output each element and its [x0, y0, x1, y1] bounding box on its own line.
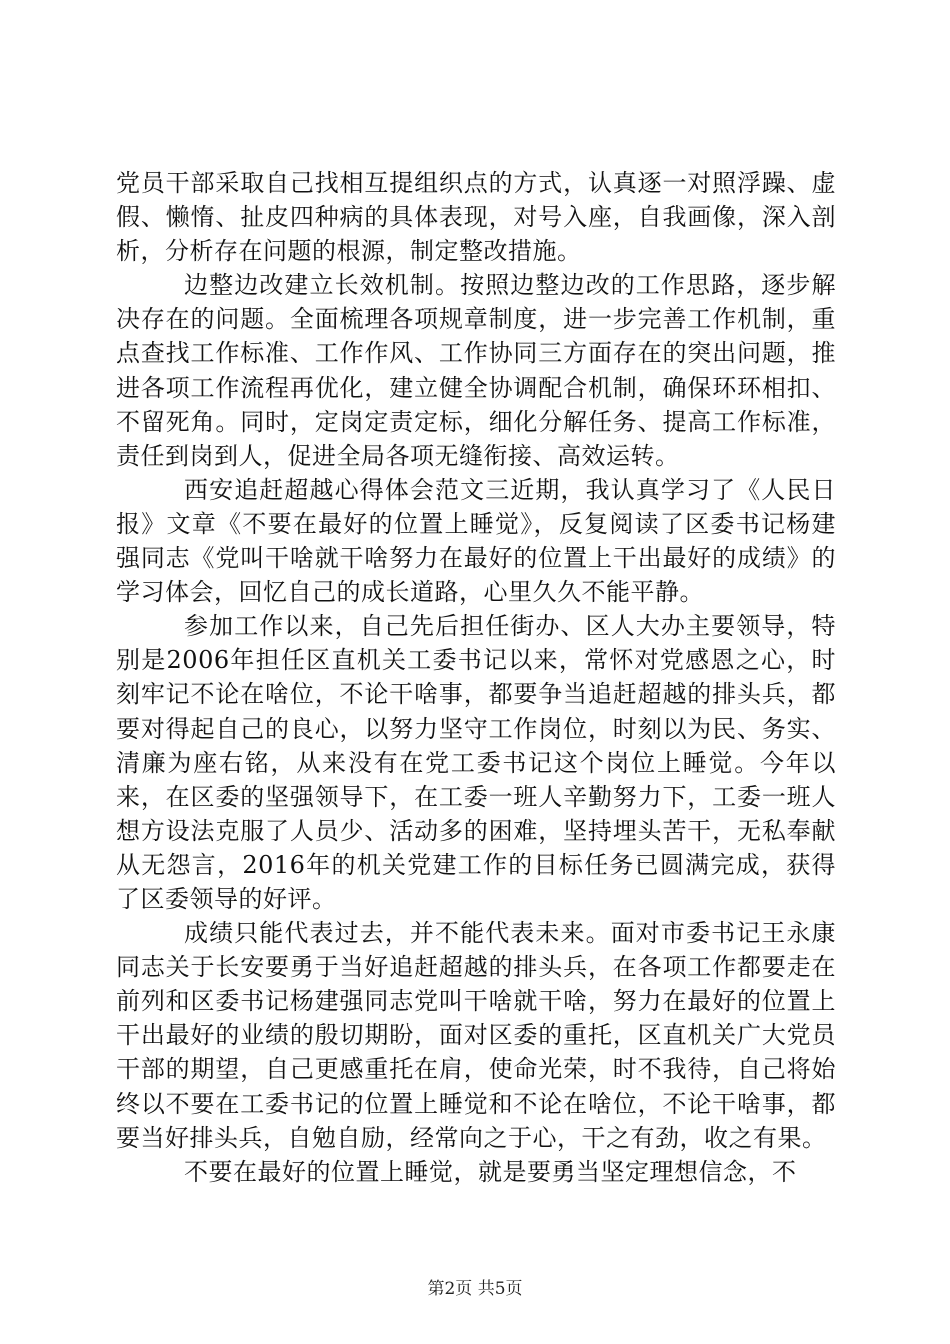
paragraph: 参加工作以来，自己先后担任街办、区人大办主要领导，特别是2006年担任区直机关工委书记以来，常怀对党感恩之心，时刻牢记不论在啥位，不论干啥事，都要争当追赶超越的排头兵，都要对得起自己的良心，以努力坚守工作岗位，时刻以为民、务实、清廉为座右铭，从来没有在党工委书记这个岗位上睡觉。今年以来，在区委的坚强领导下，在工委一班人辛勤努力下，工委一班人想方设法克服了人员少、活动多的困难，坚持埋头苦干，无私奉献从无怨言，2016年的机关党建工作的目标任务已圆满完成，获得了区委领导的好评。	[116, 612, 836, 913]
paragraph: 成绩只能代表过去，并不能代表未来。面对市委书记王永康同志关于长安要勇于当好追赶超越的排头兵，在各项工作都要走在前列和区委书记杨建强同志党叫干啥就干啥，努力在最好的位置上干出最好的业绩的殷切期盼，面对区委的重托，区直机关广大党员干部的期望，自己更感重托在肩，使命光荣，时不我待，自己将始终以不要在工委书记的位置上睡觉和不论在啥位，不论干啥事，都要当好排头兵，自勉自励，经常向之于心，干之有劲，收之有果。	[116, 919, 836, 1152]
paragraph: 边整边改建立长效机制。按照边整边改的工作思路，逐步解决存在的问题。全面梳理各项规章制度，进一步完善工作机制，重点查找工作标准、工作作风、工作协同三方面存在的突出问题，推进各项工作流程再优化，建立健全协调配合机制，确保环环相扣、不留死角。同时，定岗定责定标，细化分解任务、提高工作标准，责任到岗到人，促进全局各项无缝衔接、高效运转。	[116, 271, 836, 470]
paragraph-continued: 党员干部采取自己找相互提组织点的方式，认真逐一对照浮躁、虚假、懒惰、扯皮四种病的具体表现，对号入座，自我画像，深入剖析，分析存在问题的根源，制定整改措施。	[116, 169, 836, 266]
page-number-footer: 第2页 共5页	[427, 1279, 523, 1299]
paragraph: 西安追赶超越心得体会范文三近期，我认真学习了《人民日报》文章《不要在最好的位置上睡觉》，反复阅读了区委书记杨建强同志《党叫干啥就干啥努力在最好的位置上干出最好的成绩》的学习体会，回忆自己的成长道路，心里久久不能平静。	[116, 475, 836, 607]
document-body	[116, 166, 836, 1189]
paragraph: 不要在最好的位置上睡觉，就是要勇当坚定理想信念，不	[184, 1157, 797, 1186]
